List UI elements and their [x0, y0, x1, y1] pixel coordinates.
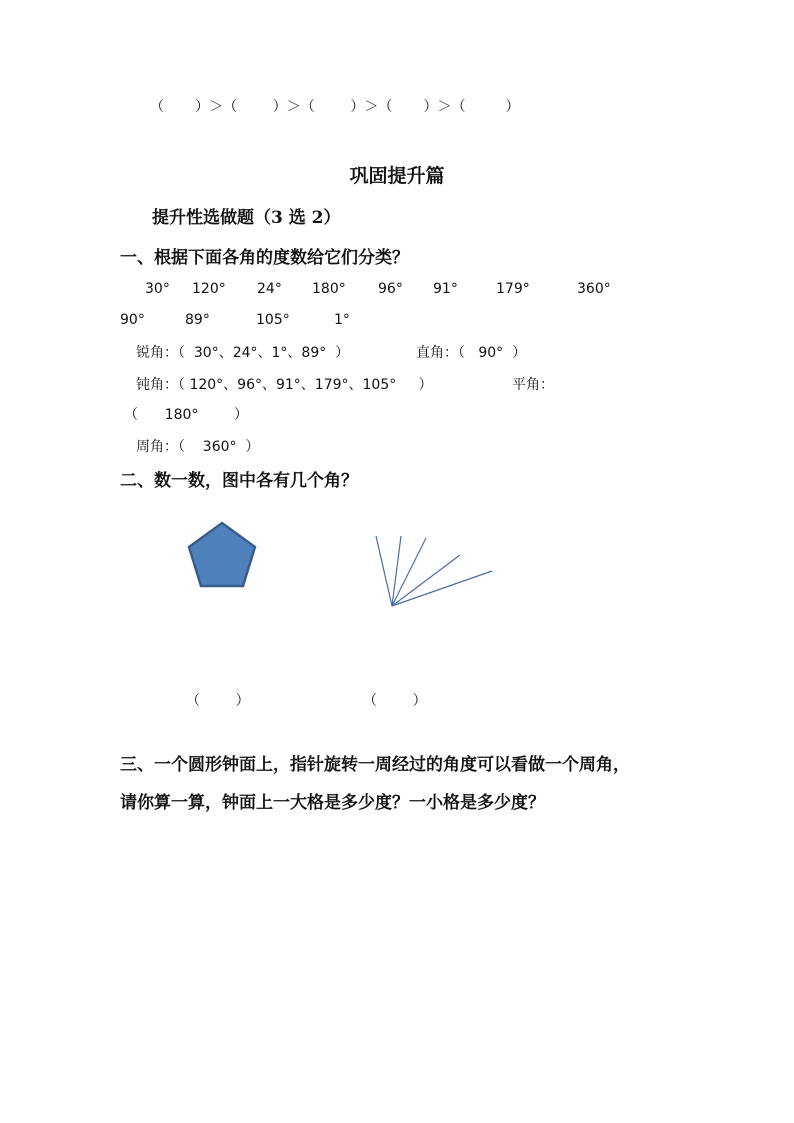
question-2-prompt: 二、数一数，图中各有几个角？	[120, 471, 358, 491]
angle-value: 120°	[192, 281, 226, 297]
angle-value: 90°	[120, 312, 145, 328]
pentagon-figure	[189, 523, 255, 586]
angle-value: 179°	[496, 281, 530, 297]
angle-value: 24°	[257, 281, 282, 297]
angle-value: 30°	[145, 281, 170, 297]
acute-answer: 锐角：（ 30°、24°、1°、89° ）	[136, 345, 350, 361]
ordering-blanks: （ ）＞（ ）＞（ ）＞（ ）＞（ ）	[150, 99, 520, 115]
angle-value: 89°	[185, 312, 210, 328]
angle-value: 1°	[334, 312, 350, 328]
question-2-figures	[180, 515, 510, 620]
straight-answer: （ 180° ）	[124, 407, 249, 423]
right-answer: 直角：（ 90° ）	[416, 345, 527, 361]
rays-figure	[376, 536, 492, 606]
angle-value: 360°	[577, 281, 611, 297]
question-3-line-1: 三、一个圆形钟面上，指针旋转一周经过的角度可以看做一个周角，	[120, 755, 630, 775]
angle-value: 180°	[312, 281, 346, 297]
section-subtitle: 提升性选做题（3 选 2）	[152, 208, 341, 228]
angle-value: 96°	[378, 281, 403, 297]
ray	[392, 555, 460, 606]
angle-value: 105°	[256, 312, 290, 328]
question-3-line-2: 请你算一算，钟面上一大格是多少度？一小格是多少度？	[120, 793, 545, 813]
section-title: 巩固提升篇	[349, 165, 445, 187]
ray	[376, 536, 392, 606]
answer-blank-rays[interactable]: （ ）	[363, 693, 427, 709]
ray	[392, 536, 401, 606]
obtuse-answer: 钝角：（ 120°、96°、91°、179°、105° ）	[136, 377, 433, 393]
answer-blank-pentagon[interactable]: （ ）	[186, 693, 250, 709]
straight-label: 平角：	[512, 377, 554, 393]
question-1-prompt: 一、根据下面各角的度数给它们分类？	[120, 248, 409, 268]
full-answer: 周角：（ 360° ）	[136, 439, 260, 455]
angle-value: 91°	[433, 281, 458, 297]
